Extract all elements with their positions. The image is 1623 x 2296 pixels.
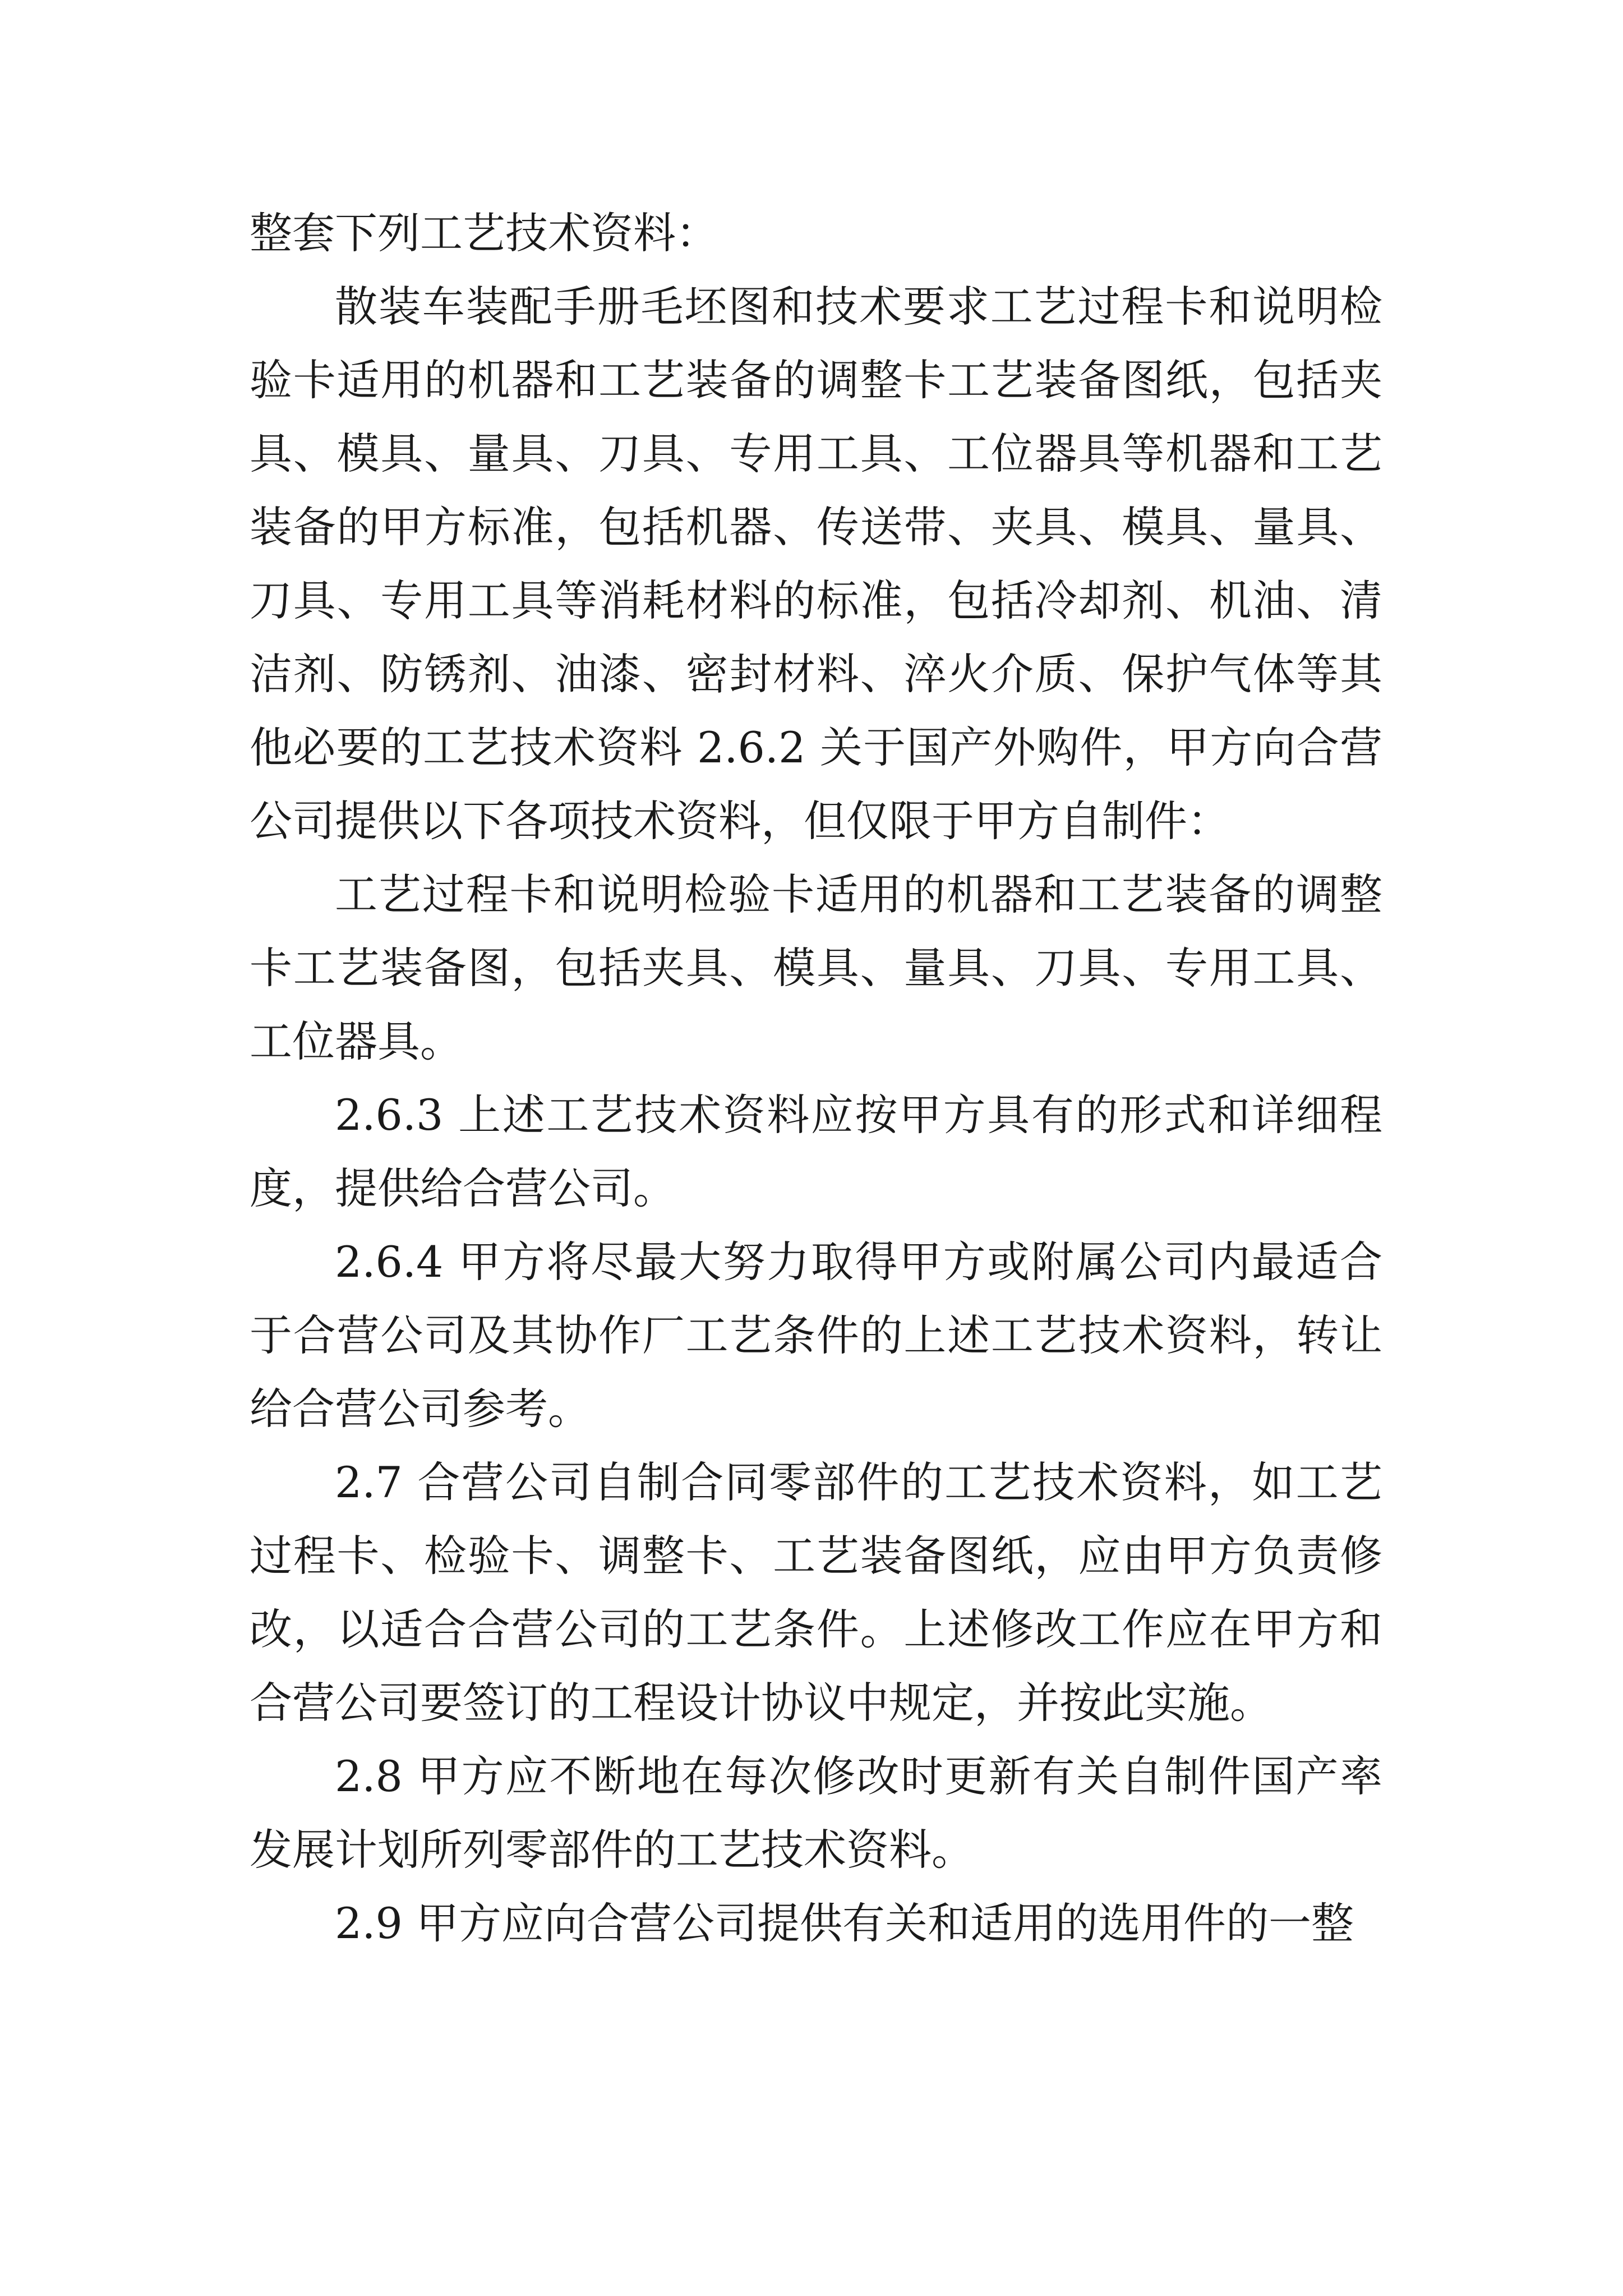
paragraph-process-docs: 散装车装配手册毛坯图和技术要求工艺过程卡和说明检验卡适用的机器和工艺装备的调整卡工艺装备图纸，包括夹具、模具、量具、刀具、专用工具、工位器具等机器和工艺装备的甲方标准，包括机器、传送带、夹具、模具、量具、刀具、专用工具等消耗材料的标准，包括冷却剂、机油、清洁剂、防锈剂、油漆、密封材料、淬火介质、保护气体等其他必要的工艺技术资料 2.6.2 关于国产外购件，甲方向合营公司提供以下各项技术资料，但仅限于甲方自制件： (250, 282, 1382, 846)
paragraph-2-9: 2.9 甲方应向合营公司提供有关和适用的选用件的一整 (335, 1898, 1354, 1948)
paragraph-intro: 整套下列工艺技术资料： (250, 208, 718, 258)
paragraph-2-7: 2.7 合营公司自制合同零部件的工艺技术资料，如工艺过程卡、检验卡、调整卡、工艺装备图纸，应由甲方负责修改，以适合合营公司的工艺条件。上述修改工作应在甲方和合营公司要签订的工程设计协议中规定，并按此实施。 (250, 1457, 1382, 1728)
paragraph-2-6-3: 2.6.3 上述工艺技术资料应按甲方具有的形式和详细程度，提供给合营公司。 (250, 1090, 1382, 1213)
paragraph-2-6-4: 2.6.4 甲方将尽最大努力取得甲方或附属公司内最适合于合营公司及其协作厂工艺条件的上述工艺技术资料，转让给合营公司参考。 (250, 1237, 1382, 1434)
paragraph-2-8: 2.8 甲方应不断地在每次修改时更新有关自制件国产率发展计划所列零部件的工艺技术资料。 (250, 1751, 1382, 1875)
paragraph-process-cards: 工艺过程卡和说明检验卡适用的机器和工艺装备的调整卡工艺装备图，包括夹具、模具、量具、刀具、专用工具、工位器具。 (250, 869, 1382, 1066)
document-body (250, 196, 1382, 1960)
